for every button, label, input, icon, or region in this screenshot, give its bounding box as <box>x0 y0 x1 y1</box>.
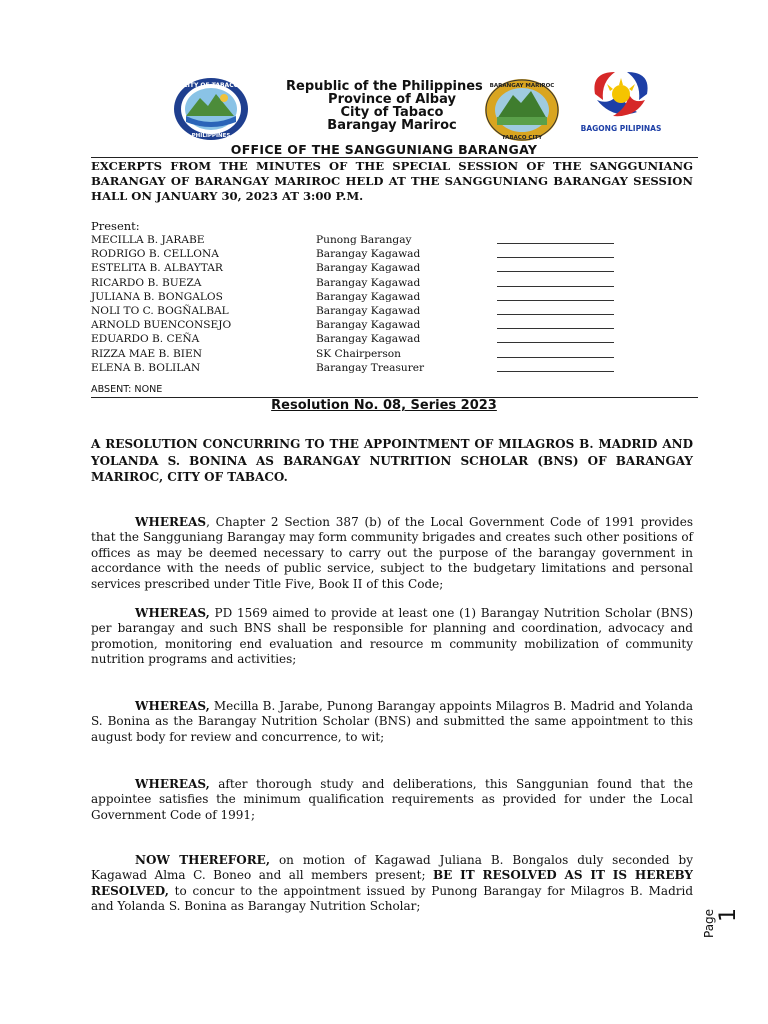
barangay-mariroc-seal <box>483 77 561 143</box>
member-name: MECILLA B. JARABE <box>91 234 205 246</box>
attendance-row <box>91 361 631 375</box>
whereas-paragraph-3: WHEREAS, Mecilla B. Jarabe, Punong Barangay appoints Milagros B. Madrid and Yolanda S. Bonina as the Barangay Nutrition Scholar (BNS) and submitted the same appointment to this august body for review and concurrence, to wit; <box>91 699 693 744</box>
attendance-row <box>91 318 631 332</box>
member-position: Barangay Kagawad <box>316 304 421 317</box>
member-name: EDUARDO B. CEÑA <box>91 333 200 346</box>
signature-line <box>497 300 614 301</box>
header-line-city: City of Tabaco <box>340 105 444 120</box>
header-line-province: Province of Albay <box>328 92 456 107</box>
city-of-tabaco-seal <box>172 76 250 142</box>
svg-text:TABACO CITY: TABACO CITY <box>501 135 543 141</box>
member-position: Barangay Kagawad <box>316 262 421 275</box>
member-name: RODRIGO B. CELLONA <box>91 248 219 261</box>
attendance-row <box>91 261 631 275</box>
svg-text:PHILIPPINES: PHILIPPINES <box>191 133 231 139</box>
page-number-mark <box>700 902 740 946</box>
whereas-paragraph-4: WHEREAS, after thorough study and deliberations, this Sanggunian found that the appointee satisfies the minimum qualification requirements as provided for under the Local Government Code of 1991; <box>91 777 693 822</box>
member-position: Barangay Treasurer <box>316 361 425 374</box>
attendance-row <box>91 276 631 290</box>
member-position: Barangay Kagawad <box>316 319 421 332</box>
resolution-title: Resolution No. 08, Series 2023 <box>271 398 497 413</box>
whereas-paragraph-1: WHEREAS, Chapter 2 Section 387 (b) of the Local Government Code of 1991 provides that the Sangguniang Barangay may form community brigades and creates such other positions of offices as may be deemed necessary to carry out the purpose of the barangay government in accordance with the needs of public service, subject to the budgetary limitations and personal services prescribed under Title Five, Book II of this Code; <box>91 515 693 591</box>
attendance-row <box>91 290 631 304</box>
absent-note: ABSENT: NONE <box>91 384 163 395</box>
minutes-excerpt: EXCERPTS FROM THE MINUTES OF THE SPECIAL SESSION OF THE SANGGUNIANG BARANGAY OF BARANGAY MARIROC HELD AT THE SANGGUNIANG BARANGAY SESSION HALL ON JANUARY 30, 2023 AT 3:00 P.M. <box>91 159 693 203</box>
signature-line <box>497 243 614 244</box>
member-position: Barangay Kagawad <box>316 276 421 289</box>
member-name: RIZZA MAE B. BIEN <box>91 347 202 360</box>
signature-line <box>497 371 614 372</box>
office-title: OFFICE OF THE SANGGUNIANG BARANGAY <box>230 142 538 157</box>
member-name: NOLI TO C. BOGÑALBAL <box>91 304 229 317</box>
member-position: SK Chairperson <box>316 347 401 360</box>
signature-line <box>497 357 614 358</box>
resolution-description: A RESOLUTION CONCURRING TO THE APPOINTMENT OF MILAGROS B. MADRID AND YOLANDA S. BONINA AS BARANGAY NUTRITION SCHOLAR (BNS) OF BARANGAY MARIROC, CITY OF TABACO. <box>91 437 693 484</box>
bagong-pilipinas-caption: BAGONG PILIPINAS <box>580 124 662 133</box>
attendance-row <box>91 233 631 247</box>
present-label: Present: <box>91 219 140 233</box>
attendance-list <box>91 233 631 375</box>
attendance-row <box>91 247 631 261</box>
whereas-paragraph-2: WHEREAS, PD 1569 aimed to provide at least one (1) Barangay Nutrition Scholar (BNS) per barangay and such BNS shall be responsible for planning and coordination, advocacy and promotion, monitoring end evaluation and resource m community mobilization of community nutrition programs and activities; <box>91 606 693 667</box>
attendance-row <box>91 304 631 318</box>
member-name: RICARDO B. BUEZA <box>91 276 202 289</box>
header-line-barangay: Barangay Mariroc <box>327 118 457 133</box>
header-line-republic: Republic of the Philippines <box>286 80 483 93</box>
member-position: Barangay Kagawad <box>316 248 421 261</box>
header-rule <box>91 157 698 158</box>
signature-line <box>497 328 614 329</box>
signature-line <box>497 286 614 287</box>
signature-line <box>497 314 614 315</box>
member-name: ESTELITA B. ALBAYTAR <box>91 262 223 275</box>
resolved-paragraph: NOW THEREFORE, on motion of Kagawad Juliana B. Bongalos duly seconded by Kagawad Alma C. Boneo and all members present; BE IT RESOLVED AS IT IS HEREBY RESOLVED, to concur to the appointment issued by Punong Barangay for Milagros B. Madrid and Yolanda S. Bonina as Barangay Nutrition Scholar; <box>91 853 693 914</box>
svg-text:CITY OF TABACO: CITY OF TABACO <box>183 82 239 89</box>
page-number: 1 <box>716 908 741 922</box>
signature-line <box>497 257 614 258</box>
svg-text:BARANGAY MARIROC: BARANGAY MARIROC <box>489 83 555 89</box>
bagong-pilipinas-logo <box>576 68 666 134</box>
attendance-row <box>91 347 631 361</box>
page-label: Page <box>702 908 716 938</box>
signature-line <box>497 271 614 272</box>
member-name: JULIANA B. BONGALOS <box>91 290 223 303</box>
attendance-row <box>91 332 631 346</box>
member-name: ARNOLD BUENCONSEJO <box>91 319 232 332</box>
member-position: Barangay Kagawad <box>316 333 421 346</box>
member-position: Punong Barangay <box>316 234 412 246</box>
signature-line <box>497 342 614 343</box>
member-name: ELENA B. BOLILAN <box>91 361 201 374</box>
member-position: Barangay Kagawad <box>316 290 421 303</box>
